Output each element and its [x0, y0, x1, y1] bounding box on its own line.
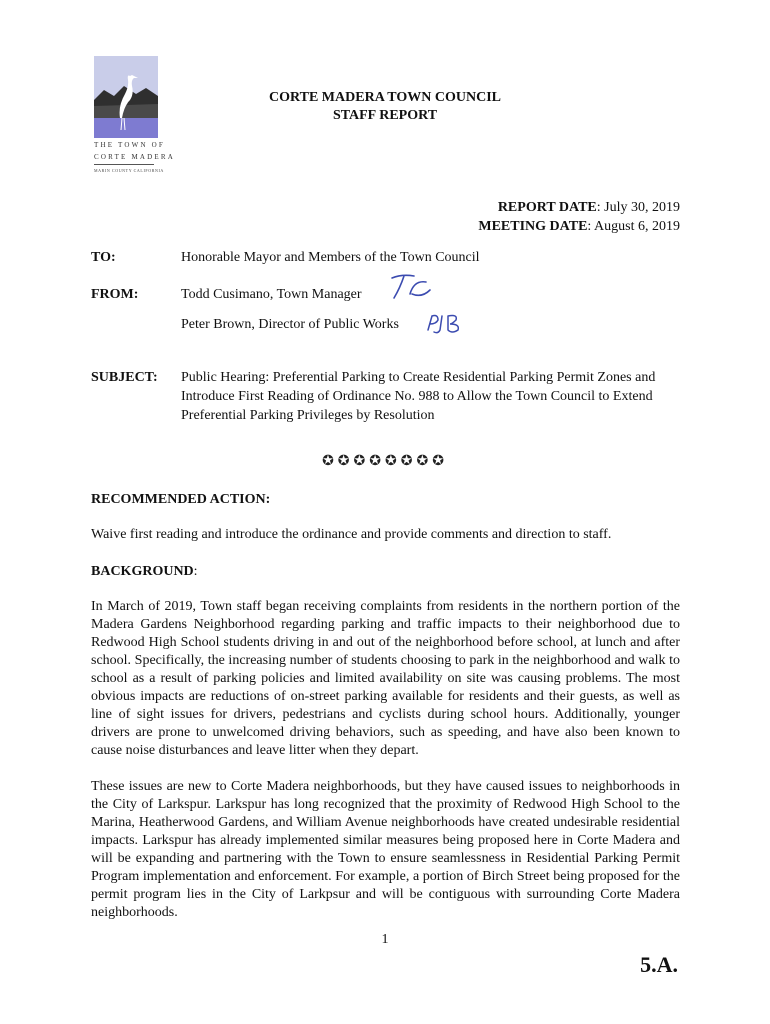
from-label: FROM:: [91, 287, 139, 302]
recommended-action-text: Waive first reading and introduce the ordinance and provide comments and direction to staff.: [91, 527, 612, 542]
report-title: CORTE MADERA TOWN COUNCIL: [269, 90, 501, 105]
subject-label: SUBJECT:: [91, 370, 158, 385]
logo-line2: CORTE MADERA: [94, 153, 176, 161]
director-signature-icon: [424, 308, 468, 338]
from-value-director: Peter Brown, Director of Public Works: [181, 317, 399, 332]
subject-value: Public Hearing: Preferential Parking to Create Residential Parking Permit Zones and Introduce First Reading of Ordinance No. 988 to Allow the Town Council to Extend Preferential Parking Privileges by Resolution: [181, 370, 656, 423]
agenda-item-number: 5.A.: [640, 952, 678, 977]
logo-county: MARIN COUNTY CALIFORNIA: [94, 168, 164, 173]
to-label: TO:: [91, 250, 116, 265]
page-number: 1: [381, 932, 389, 947]
background-heading-text: BACKGROUND: [91, 564, 194, 579]
background-heading: [91, 562, 198, 581]
report-date-line: [478, 198, 680, 217]
report-dates: [478, 198, 680, 236]
logo-divider: [94, 164, 154, 165]
background-heading-colon: :: [193, 564, 198, 579]
meeting-date-line: [478, 217, 680, 236]
background-paragraph-1: In March of 2019, Town staff began receiving complaints from residents in the northern portion of the Madera Gardens Neighborhood regarding parking and traffic impacts to their neighborhood due to Redwood High School students driving in and out of the neighborhood before school, at lunch and after school. Specifically, the increasing number of students choosing to park in the neighborhood and walk to school as a result of parking policies and limited availability on site was causing problems. The most obvious impacts are reductions of on-street parking available for residents and their guests, as well as line of sight issues for drivers, pedestrians and cyclists during school hours. Additionally, younger drivers are prone to unwelcomed driving behaviors, such as speeding, and have also been known to cause noise disturbances and leave litter when they depart.: [91, 599, 680, 758]
report-subtitle: STAFF REPORT: [332, 108, 438, 123]
report-date-value: : July 30, 2019: [596, 200, 680, 215]
to-value: Honorable Mayor and Members of the Town Council: [181, 250, 480, 265]
report-date-label: REPORT DATE: [497, 200, 597, 215]
meeting-date-label: MEETING DATE: [478, 219, 588, 234]
manager-signature-icon: [388, 272, 432, 302]
recommended-action-heading: RECOMMENDED ACTION:: [91, 492, 271, 507]
logo-line1: THE TOWN OF: [94, 141, 165, 149]
meeting-date-value: : August 6, 2019: [587, 219, 680, 234]
from-value-manager: Todd Cusimano, Town Manager: [181, 287, 362, 302]
section-separator: ✪✪✪✪✪✪✪✪: [322, 454, 448, 469]
background-paragraph-2: These issues are new to Corte Madera neighborhoods, but they have caused issues to neighborhoods in the City of Larkspur. Larkspur has long recognized that the proximity of Redwood High School to the Marina, Heatherwood Gardens, and William Avenue neighborhoods have created undesirable residential impacts. Larkspur has already implemented similar measures being proposed here in Corte Madera and will be expanding and partnering with the Town to ensure seamlessness in Residential Parking Permit Program implementation and enforcement. For example, a portion of Birch Street being proposed for the permit program lies in the City of Larkpsur and will be contiguous with surrounding Corte Madera neighborhoods.: [91, 779, 680, 920]
